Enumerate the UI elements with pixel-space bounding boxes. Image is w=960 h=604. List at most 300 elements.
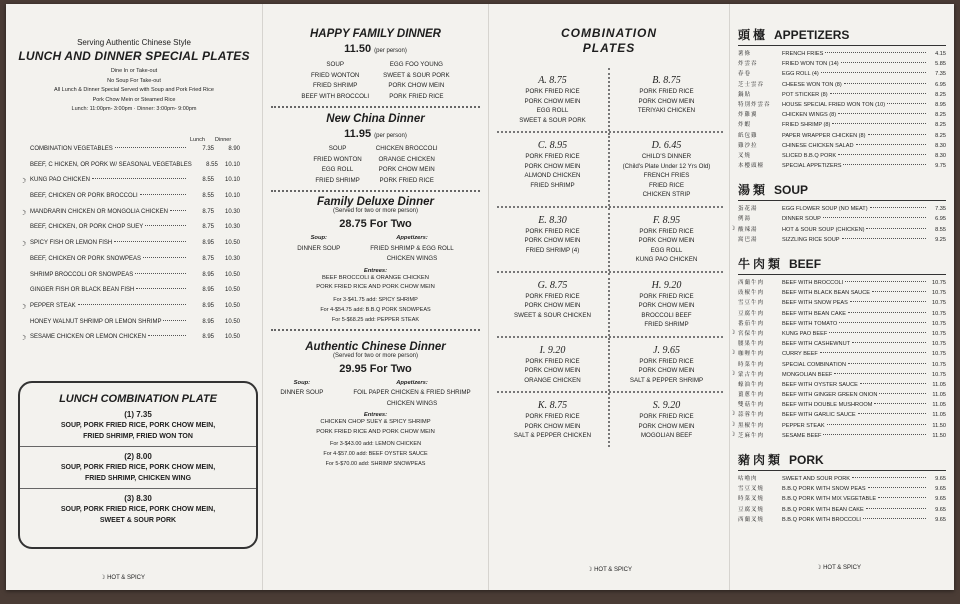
spicy-icon: ☽ bbox=[730, 431, 736, 438]
item-price: 11.05 bbox=[932, 402, 946, 409]
header-rule bbox=[738, 200, 946, 201]
english-name: BEEF WITH DOUBLE MUSHROOM bbox=[782, 402, 873, 409]
plate-code-price: J. 9.65 bbox=[653, 344, 680, 356]
plate-item: PORK FRIED RICE bbox=[639, 413, 694, 420]
appetizers-menu-row bbox=[738, 90, 946, 100]
new-china-price: 11.95 (per person) bbox=[344, 128, 407, 140]
family-dinners-panel bbox=[263, 4, 488, 590]
combination-plate bbox=[497, 68, 610, 131]
plate-item: PORK FRIED RICE bbox=[639, 227, 694, 235]
beef-menu-row bbox=[730, 410, 946, 420]
dot-leader bbox=[839, 322, 926, 323]
addon-option: For 3-$43.00 add: LEMON CHICKEN bbox=[329, 441, 422, 447]
plate-item: MOGOLIAN BEEF bbox=[640, 432, 693, 439]
appetizers-menu-row bbox=[738, 151, 946, 161]
lunch-combo-item bbox=[20, 405, 256, 446]
combination-plate bbox=[497, 393, 610, 447]
english-name: SPECIAL APPETIZERS bbox=[782, 163, 842, 170]
combination-plate bbox=[497, 133, 610, 206]
dot-leader bbox=[140, 194, 186, 195]
dish-name: HONEY WALNUT SHRIMP OR LEMON SHRIMP bbox=[30, 318, 162, 325]
appetizers-header: 頭檯 APPETIZERS bbox=[738, 28, 850, 42]
combo-description: FRIED SHRIMP, FRIED WON TON bbox=[83, 433, 193, 440]
hours-line: Lunch: 11:00pm- 3:00pm · Dinner: 3:00pm- 9:00pm bbox=[71, 106, 197, 112]
plate-item: PORK CHOW MEIN bbox=[524, 162, 581, 170]
soup-menu-row bbox=[730, 225, 946, 235]
chinese-name: 酸辣湯 bbox=[738, 226, 758, 233]
combination-plate bbox=[610, 393, 723, 447]
special-plate-row bbox=[30, 287, 240, 303]
special-plate-row bbox=[20, 240, 240, 256]
lunch-price: 8.95 bbox=[202, 240, 214, 247]
chinese-name: 春卷 bbox=[738, 71, 752, 78]
plate-item: PORK FRIED RICE bbox=[639, 292, 694, 300]
beef-menu-row bbox=[738, 319, 946, 329]
english-name: SWEET AND SOUR PORK bbox=[782, 476, 850, 482]
chinese-name: 薯條 bbox=[738, 51, 752, 57]
combination-plate bbox=[610, 68, 723, 131]
happy-family-title: HAPPY FAMILY DINNER bbox=[310, 28, 441, 40]
appetizers-label: Appetizers: bbox=[396, 379, 428, 386]
lunch-price: 8.55 bbox=[202, 177, 214, 184]
family-deluxe-title: Family Deluxe Dinner bbox=[317, 196, 434, 208]
lunch-column-header: Lunch bbox=[190, 137, 205, 143]
english-name: EGG ROLL (4) bbox=[782, 71, 819, 78]
dish-name: KUNG PAO CHICKEN bbox=[30, 177, 90, 184]
dish-name: PEPPER STEAK bbox=[30, 302, 76, 309]
dinner-price: 10.10 bbox=[224, 161, 240, 168]
appetizers-menu-row bbox=[738, 80, 946, 90]
plate-item: PORK CHOW MEIN bbox=[524, 97, 581, 105]
dot-leader bbox=[852, 477, 926, 478]
beef-menu-row bbox=[738, 339, 946, 349]
spicy-icon: ☽ bbox=[730, 350, 736, 357]
combination-row bbox=[497, 208, 723, 273]
dot-leader bbox=[838, 154, 926, 155]
combo-number-price: (2) 8.00 bbox=[124, 452, 152, 461]
dot-leader bbox=[856, 144, 927, 145]
happy-family-price: 11.50 (per person) bbox=[344, 43, 407, 55]
chinese-name: 雙菇牛肉 bbox=[738, 402, 765, 409]
beef-menu-row bbox=[738, 309, 946, 319]
a-la-carte-panel bbox=[730, 4, 954, 590]
soup-list bbox=[730, 204, 954, 245]
combination-plate bbox=[610, 133, 723, 206]
item-price: 8.95 bbox=[935, 101, 946, 108]
plate-item: PORK CHOW MEIN bbox=[638, 237, 695, 244]
plate-item: FRIED RICE bbox=[648, 181, 685, 189]
soup-item: DINNER SOUP bbox=[297, 244, 341, 252]
pork-menu-row bbox=[738, 474, 946, 484]
english-name: B.B.Q PORK WITH MIX VEGETABLE bbox=[782, 496, 877, 503]
english-name: EGG FLOWER SOUP (NO MEAT) bbox=[782, 206, 868, 213]
plate-code-price: E. 8.30 bbox=[538, 214, 567, 226]
dot-leader bbox=[844, 83, 926, 84]
pork-menu-row bbox=[738, 505, 946, 515]
chinese-name: 西蘭牛肉 bbox=[738, 280, 765, 286]
header-rule bbox=[738, 274, 946, 275]
dinner-item: PORK CHOW MEIN bbox=[388, 82, 445, 89]
dot-leader bbox=[848, 363, 926, 364]
appetizers-menu-row bbox=[738, 49, 946, 59]
english-name: BEEF WITH BROCCOLI bbox=[782, 280, 844, 286]
entree-item: PORK FRIED RICE AND PORK CHOW MEIN bbox=[316, 428, 435, 435]
plate-item: CHICKEN STRIP bbox=[642, 191, 691, 198]
dot-leader bbox=[136, 288, 186, 289]
combination-row bbox=[497, 273, 723, 338]
beef-menu-row bbox=[730, 421, 946, 431]
item-price: 9.25 bbox=[935, 236, 946, 243]
dot-leader bbox=[842, 238, 927, 239]
dish-name: COMBINATION VEGETABLES bbox=[30, 146, 113, 152]
hot-spicy-legend bbox=[816, 564, 861, 571]
dot-leader bbox=[858, 413, 926, 414]
chinese-name: 芝麻牛肉 bbox=[738, 432, 765, 439]
plate-item: TERIYAKI CHICKEN bbox=[637, 107, 696, 114]
chinese-name: 蠔油牛肉 bbox=[738, 381, 765, 388]
hot-spicy-legend bbox=[587, 566, 632, 573]
appetizers-menu-row bbox=[738, 131, 946, 141]
dot-leader bbox=[863, 518, 926, 519]
english-name: SLICED B.B.Q PORK bbox=[782, 152, 837, 159]
special-plate-row bbox=[30, 162, 240, 178]
spicy-icon: ☽ bbox=[20, 335, 27, 343]
dot-leader bbox=[820, 352, 926, 353]
english-name: POT STICKER (8) bbox=[782, 91, 828, 98]
dinner-item: EGG FOO YOUNG bbox=[389, 61, 443, 68]
plate-item: SALT & PEPPER SHRIMP bbox=[629, 376, 704, 384]
chinese-name: 雪豆叉燒 bbox=[738, 486, 765, 493]
beef-menu-row bbox=[738, 360, 946, 370]
plate-item: SALT & PEPPER CHICKEN bbox=[513, 432, 592, 439]
dinner-item: SWEET & SOUR PORK bbox=[383, 71, 450, 79]
item-price: 10.75 bbox=[932, 320, 946, 327]
spicy-icon: ☽ bbox=[730, 370, 736, 377]
beef-menu-row bbox=[738, 288, 946, 298]
english-name: SESAME BEEF bbox=[782, 432, 822, 439]
spicy-icon: ☽ bbox=[100, 575, 106, 581]
combination-plates-title: COMBINATION PLATES bbox=[560, 26, 658, 55]
special-plates-list bbox=[20, 146, 240, 350]
chinese-name: 番茄牛肉 bbox=[738, 320, 765, 327]
plate-item: ORANGE CHICKEN bbox=[524, 376, 581, 384]
english-name: CHINESE CHICKEN SALAD bbox=[782, 142, 854, 149]
lunch-combination-box bbox=[18, 381, 258, 549]
dish-name: BEEF, CHICKEN OR PORK SNOWPEAS bbox=[30, 255, 142, 262]
lunch-price: 8.75 bbox=[202, 224, 214, 231]
served-note: (Served for two or more person) bbox=[332, 352, 419, 359]
plate-item: CHILD'S DINNER bbox=[641, 153, 692, 160]
plate-code-price: K. 8.75 bbox=[537, 400, 568, 411]
beef-menu-row bbox=[730, 349, 946, 359]
hot-spicy-label: HOT & SPICY bbox=[107, 575, 145, 581]
english-name: BEEF WITH SNOW PEAS bbox=[782, 300, 848, 307]
plate-item: (Child's Plate Under 12 Yrs Old) bbox=[622, 162, 711, 170]
dinner-price: 10.50 bbox=[224, 240, 240, 247]
dot-leader bbox=[870, 207, 926, 208]
item-price: 9.65 bbox=[935, 516, 946, 523]
item-price: 10.75 bbox=[932, 300, 946, 307]
english-name: PAPER WRAPPER CHICKEN (8) bbox=[782, 132, 866, 139]
dinner-price: 10.50 bbox=[224, 287, 240, 294]
item-price: 10.75 bbox=[932, 361, 946, 368]
special-plate-row bbox=[20, 334, 240, 350]
dot-leader bbox=[821, 72, 926, 73]
dot-leader bbox=[115, 147, 186, 148]
plate-item: PORK FRIED RICE bbox=[525, 292, 580, 300]
dinner-item: BEEF WITH BROCCOLI bbox=[301, 92, 370, 100]
lunch-price: 8.55 bbox=[206, 161, 218, 168]
english-name: BEEF WITH BLACK BEAN SAUCE bbox=[782, 290, 870, 297]
addon-option: For 4-$57.00 add: BEEF OYSTER SAUCE bbox=[323, 451, 428, 457]
lunch-price: 8.95 bbox=[202, 318, 214, 325]
plate-code-price: A. 8.75 bbox=[538, 75, 567, 86]
plate-item: SWEET & SOUR CHICKEN bbox=[514, 311, 591, 319]
dot-leader bbox=[852, 342, 926, 343]
dish-name: BEEF, CHICKEN, OR PORK CHOP SUEY bbox=[30, 224, 144, 231]
authentic-chinese-title: Authentic Chinese Dinner bbox=[305, 340, 446, 353]
chinese-name: 宮保牛肉 bbox=[738, 330, 765, 337]
english-name: BEEF WITH GINGER GREEN ONION bbox=[782, 392, 878, 399]
item-price: 10.75 bbox=[932, 330, 946, 337]
spicy-icon: ☽ bbox=[20, 303, 27, 311]
plate-item: FRIED SHRIMP bbox=[530, 181, 575, 189]
plate-item: ALMOND CHICKEN bbox=[524, 172, 581, 179]
chinese-name: 時菜牛肉 bbox=[738, 361, 765, 368]
beef-menu-row bbox=[730, 329, 946, 339]
note-line: No Soup For Take-out bbox=[107, 77, 161, 84]
item-price: 8.55 bbox=[935, 226, 946, 233]
lunch-dinner-title: LUNCH AND DINNER SPECIAL PLATES bbox=[18, 49, 250, 63]
soup-label: Soup: bbox=[310, 235, 327, 241]
english-name: PEPPER STEAK bbox=[782, 422, 825, 429]
dot-leader bbox=[868, 134, 926, 135]
plate-code-price: G. 8.75 bbox=[537, 279, 568, 291]
entree-item: BEEF BROCCOLI & ORANGE CHICKEN bbox=[322, 274, 429, 281]
header-rule bbox=[738, 470, 946, 471]
addon-option: For 5-$70.00 add: SHRIMP SNOWPEAS bbox=[325, 461, 426, 467]
dinner-price: 8.90 bbox=[228, 146, 240, 152]
item-price: 11.05 bbox=[932, 412, 946, 419]
dot-leader bbox=[838, 113, 926, 114]
item-price: 4.15 bbox=[935, 51, 946, 57]
english-name: KUNG PAO BEEF bbox=[782, 330, 828, 337]
chinese-name: 叉燒 bbox=[738, 152, 752, 159]
spicy-icon: ☽ bbox=[730, 225, 736, 232]
english-name: CHICKEN WINGS (8) bbox=[782, 112, 837, 119]
item-price: 7.35 bbox=[935, 71, 946, 78]
plate-item: KUNG PAO CHICKEN bbox=[635, 256, 698, 263]
english-name: DINNER SOUP bbox=[782, 216, 821, 223]
authentic-chinese-price: 29.95 For Two bbox=[339, 362, 412, 375]
dot-leader bbox=[823, 217, 926, 218]
special-plate-row bbox=[20, 302, 240, 319]
dinner-item: PORK FRIED RICE bbox=[389, 92, 444, 100]
plate-code-price: D. 6.45 bbox=[651, 140, 682, 151]
item-price: 8.25 bbox=[935, 112, 946, 119]
plate-item: FRIED SHRIMP bbox=[644, 321, 689, 328]
english-name: B.B.Q PORK WITH BROCCOLI bbox=[782, 516, 861, 523]
lunch-price: 8.75 bbox=[202, 255, 214, 262]
english-name: B.B.Q PORK WITH BEAN CAKE bbox=[782, 506, 864, 513]
combo-description: SOUP, PORK FRIED RICE, PORK CHOW MEIN, bbox=[60, 422, 216, 429]
lunch-price: 8.95 bbox=[202, 302, 214, 309]
item-price: 8.25 bbox=[935, 91, 946, 98]
item-price: 8.30 bbox=[935, 152, 946, 159]
new-china-items bbox=[263, 144, 488, 186]
plate-item: PORK FRIED RICE bbox=[525, 413, 580, 420]
dot-leader bbox=[878, 497, 926, 498]
combination-plate bbox=[497, 338, 610, 392]
chinese-name: 蛋花湯 bbox=[738, 206, 758, 213]
dinner-price: 10.50 bbox=[224, 302, 240, 309]
english-name: CHEESE WON TON (8) bbox=[782, 81, 842, 88]
spicy-icon: ☽ bbox=[20, 178, 27, 186]
english-name: HOUSE SPECIAL FRIED WON TON (10) bbox=[782, 101, 886, 108]
plate-item: PORK FRIED RICE bbox=[525, 357, 580, 365]
plate-item: PORK CHOW MEIN bbox=[638, 367, 695, 374]
item-price: 11.50 bbox=[932, 422, 946, 429]
happy-family-items bbox=[263, 60, 488, 102]
plate-item: PORK FRIED RICE bbox=[525, 153, 580, 160]
chinese-name: 黑椒牛肉 bbox=[738, 422, 765, 429]
item-price: 10.75 bbox=[932, 310, 946, 317]
soup-label: Soup: bbox=[293, 379, 311, 386]
dot-leader bbox=[170, 210, 186, 211]
plate-item: PORK CHOW MEIN bbox=[524, 237, 581, 244]
plate-item: PORK FRIED RICE bbox=[525, 88, 580, 95]
spicy-icon: ☽ bbox=[20, 241, 27, 249]
item-price: 9.65 bbox=[935, 506, 946, 513]
plate-item: FRENCH FRIES bbox=[643, 172, 690, 179]
dinner-price: 10.50 bbox=[224, 271, 240, 278]
beef-menu-row bbox=[738, 400, 946, 410]
lunch-price: 8.95 bbox=[202, 334, 214, 341]
item-price: 9.65 bbox=[935, 476, 946, 482]
item-price: 6.95 bbox=[935, 81, 946, 88]
special-plate-row bbox=[30, 319, 240, 335]
chinese-name: 炸雞翼 bbox=[738, 112, 758, 119]
chinese-name: 鍋貼 bbox=[738, 91, 752, 98]
plate-code-price: C. 8.95 bbox=[537, 140, 568, 151]
lunch-price: 8.95 bbox=[202, 271, 214, 278]
chinese-name: 咖喱牛肉 bbox=[738, 351, 765, 358]
english-name: B.B.Q PORK WITH SNOW PEAS bbox=[782, 486, 866, 493]
item-price: 10.75 bbox=[932, 341, 946, 348]
plate-item: BROCCOLI BEEF bbox=[641, 311, 692, 319]
chinese-name: 豉椒牛肉 bbox=[738, 290, 765, 297]
plate-item: PORK CHOW MEIN bbox=[524, 302, 581, 309]
dish-name: SPICY FISH OR LEMON FISH bbox=[30, 240, 113, 247]
appetizer-item: FRIED SHRIMP & EGG ROLL bbox=[370, 244, 454, 252]
dot-leader bbox=[92, 178, 186, 179]
dish-name: BEEF, C HICKEN, OR PORK W/ SEASONAL VEGETABLES bbox=[30, 161, 192, 168]
dish-name: SESAME CHICKEN OR LEMON CHICKEN bbox=[30, 334, 147, 341]
beef-menu-row bbox=[738, 298, 946, 308]
dinner-item: FRIED WONTON bbox=[311, 71, 360, 79]
dot-leader bbox=[850, 301, 926, 302]
dot-leader bbox=[829, 332, 926, 333]
dot-leader bbox=[832, 123, 926, 124]
dot-leader bbox=[841, 62, 926, 63]
dinner-item: FRIED WONTON bbox=[313, 155, 362, 163]
dot-leader bbox=[868, 487, 926, 488]
chinese-name: 西蘭叉燒 bbox=[738, 516, 765, 523]
item-price: 6.95 bbox=[935, 216, 946, 223]
plate-item: EGG ROLL bbox=[650, 246, 683, 254]
beef-menu-row bbox=[738, 390, 946, 400]
english-name: BEEF WITH GARLIC SAUCE bbox=[782, 412, 856, 419]
spicy-icon: ☽ bbox=[730, 411, 736, 418]
dot-leader bbox=[843, 164, 926, 165]
combination-row bbox=[497, 133, 723, 208]
english-name: BEEF WITH TOMATO bbox=[782, 320, 838, 327]
chinese-name: 窩巴湯 bbox=[738, 236, 758, 243]
chinese-name: 腰果牛肉 bbox=[738, 341, 765, 348]
special-plate-row bbox=[20, 177, 240, 193]
combination-plate bbox=[610, 273, 723, 336]
chinese-name: 時菜叉燒 bbox=[738, 496, 765, 503]
combo-description: SOUP, PORK FRIED RICE, PORK CHOW MEIN, bbox=[60, 506, 216, 513]
appetizer-item: CHICKEN WINGS bbox=[386, 255, 438, 262]
dot-leader bbox=[848, 312, 926, 313]
soup-menu-row bbox=[738, 214, 946, 224]
english-name: BEEF WITH BEAN CAKE bbox=[782, 310, 847, 317]
chinese-name: 紙包雞 bbox=[738, 132, 758, 139]
dot-leader bbox=[874, 403, 926, 404]
appetizers-label: Appetizers: bbox=[396, 235, 428, 241]
combination-row bbox=[497, 338, 723, 394]
dot-leader bbox=[78, 304, 186, 305]
lunch-price: 8.55 bbox=[202, 193, 214, 200]
special-plate-row bbox=[30, 224, 240, 240]
dot-leader bbox=[866, 508, 926, 509]
authentic-soup-apps bbox=[263, 378, 488, 410]
english-name: HOT & SOUR SOUP (CHICKEN) bbox=[782, 226, 865, 233]
chinese-name: 雞沙拉 bbox=[738, 142, 758, 149]
new-china-title: New China Dinner bbox=[326, 113, 425, 125]
combo-description: SOUP, PORK FRIED RICE, PORK CHOW MEIN, bbox=[60, 464, 216, 471]
dinner-item: SOUP bbox=[326, 61, 344, 68]
dinner-item: FRIED SHRIMP bbox=[313, 82, 358, 89]
menu-sheet bbox=[6, 4, 954, 590]
hot-spicy-legend bbox=[100, 574, 145, 581]
addon-option: For 3-$41.75 add: SPICY SHRIMP bbox=[333, 296, 418, 303]
spicy-icon: ☽ bbox=[730, 329, 736, 336]
english-name: SPECIAL COMBINATION bbox=[782, 361, 847, 368]
soup-menu-row bbox=[738, 235, 946, 245]
item-price: 10.75 bbox=[932, 351, 946, 358]
appetizer-item: CHICKEN WINGS bbox=[386, 399, 438, 407]
appetizers-menu-row bbox=[738, 59, 946, 69]
note-line: All Lunch & Dinner Special Served with Soup and Pork Fried Rice bbox=[54, 87, 214, 93]
dot-leader bbox=[879, 393, 926, 394]
dish-name: GINGER FISH OR BLACK BEAN FISH bbox=[30, 287, 135, 294]
chinese-name: 蒙古牛肉 bbox=[738, 371, 765, 378]
plate-item: PORK FRIED RICE bbox=[639, 357, 694, 365]
special-plate-row bbox=[30, 272, 240, 288]
spicy-icon: ☽ bbox=[816, 565, 822, 571]
plate-code-price: H. 9.20 bbox=[651, 279, 682, 291]
combo-number-price: (1) 7.35 bbox=[124, 410, 152, 419]
special-plate-row bbox=[30, 146, 240, 162]
family-deluxe-price: 28.75 For Two bbox=[339, 218, 412, 230]
plate-item: PORK FRIED RICE bbox=[525, 227, 580, 235]
dinner-item: EGG ROLL bbox=[321, 166, 354, 173]
hot-spicy-label: HOT & SPICY bbox=[823, 565, 861, 571]
plate-item: FRIED SHRIMP (4) bbox=[525, 246, 580, 254]
plate-code-price: I. 9.20 bbox=[539, 344, 566, 356]
